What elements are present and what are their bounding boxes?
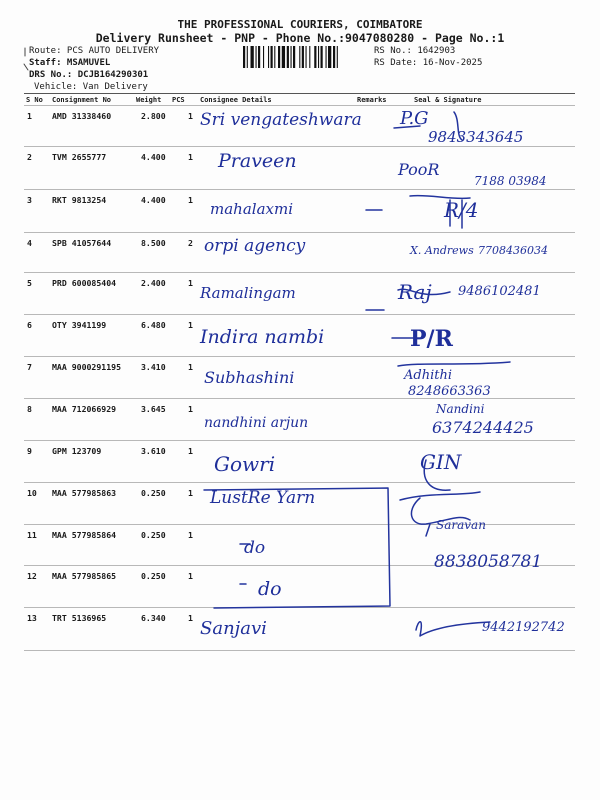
row-sno: 3 (27, 195, 32, 205)
col-header-consignee: Consignee Details (200, 96, 272, 104)
consignee-hw-4: orpi agency (204, 236, 306, 256)
row-weight: 3.410 (141, 362, 166, 372)
row-weight: 4.400 (141, 195, 166, 205)
seal-hw-2: PooR (398, 160, 440, 179)
phone-hw-1: 9843343645 (428, 128, 524, 146)
seal-hw-4: X. Andrews (410, 244, 474, 257)
row-pcs: 1 (188, 446, 193, 456)
row-pcs: 1 (188, 613, 193, 623)
seal-hw-8: Nandini (436, 402, 485, 416)
row-sno: 6 (27, 320, 32, 330)
row-pcs: 1 (188, 530, 193, 540)
seal-hw-11: Saravan (436, 518, 486, 532)
row-weight: 3.645 (141, 404, 166, 414)
consignee-hw-10: LustRe Yarn (210, 488, 316, 508)
row-sno: 7 (27, 362, 32, 372)
rs-number: RS No.: 1642903 (374, 46, 456, 56)
row-sno: 13 (27, 613, 37, 623)
row-consignment: MAA 577985864 (52, 530, 117, 540)
row-pcs: 1 (188, 571, 193, 581)
seal-hw-9: GIN (420, 450, 462, 474)
remarks-dashes (362, 200, 390, 320)
company-title: THE PROFESSIONAL COURIERS, COIMBATORE (177, 18, 423, 31)
phone-hw-4: 7708436034 (478, 244, 548, 257)
row-weight: 6.480 (141, 320, 166, 330)
consignee-hw-13: Sanjavi (200, 618, 267, 639)
row-weight: 6.340 (141, 613, 166, 623)
phone-hw-8: 6374244425 (432, 418, 534, 437)
consignee-hw-11: do (244, 538, 266, 558)
col-header-sno: S No (26, 96, 43, 104)
consignee-hw-6: Indira nambi (200, 326, 325, 348)
row-weight: 3.610 (141, 446, 166, 456)
row-weight: 2.400 (141, 278, 166, 288)
header-rule-top (24, 93, 575, 94)
seal-hw-1: P.G (400, 108, 429, 129)
row-sno: 5 (27, 278, 32, 288)
row-weight: 2.800 (141, 111, 166, 121)
row-consignment: TRT 5136965 (52, 613, 107, 623)
vehicle-label: Vehicle: Van Delivery (34, 82, 148, 92)
row-sno: 9 (27, 446, 32, 456)
bracket-mark (200, 484, 396, 614)
row-sno: 1 (27, 111, 32, 121)
rs-date: RS Date: 16-Nov-2025 (374, 58, 483, 68)
consignee-hw-9: Gowri (214, 452, 276, 476)
barcode-image (243, 46, 369, 68)
phone-hw-7: 8248663363 (408, 384, 491, 399)
phone-hw-2: 7188 03984 (474, 174, 547, 188)
row-pcs: 1 (188, 152, 193, 162)
phone-hw-5: 9486102481 (458, 284, 541, 299)
staff-label: Staff: MSAMUVEL (29, 58, 111, 68)
phone-hw-13: 9442192742 (482, 620, 565, 635)
row-sno: 2 (27, 152, 32, 162)
drs-number: DRS No.: DCJB164290301 (29, 70, 149, 80)
row-weight: 0.250 (141, 488, 166, 498)
row-consignment: GPM 123709 (52, 446, 102, 456)
consignee-hw-12: do (258, 578, 282, 600)
row-sno: 12 (27, 571, 37, 581)
row-pcs: 1 (188, 320, 193, 330)
row-weight: 0.250 (141, 530, 166, 540)
col-header-seal: Seal & Signature (414, 96, 482, 104)
signature-scribbles (390, 100, 580, 660)
row-pcs: 1 (188, 404, 193, 414)
consignee-hw-8: nandhini arjun (204, 415, 309, 431)
col-header-consignment: Consignment No (52, 96, 112, 104)
col-header-weight: Weight (136, 96, 162, 104)
row-pcs: 1 (188, 195, 193, 205)
row-consignment: RKT 9813254 (52, 195, 107, 205)
row-consignment: MAA 9000291195 (52, 362, 122, 372)
row-weight: 0.250 (141, 571, 166, 581)
row-weight: 4.400 (141, 152, 166, 162)
route-label: Route: PCS AUTO DELIVERY (29, 46, 160, 56)
consignee-hw-2: Praveen (218, 150, 297, 172)
margin-mark (22, 46, 30, 76)
runsheet-title: Delivery Runsheet - PNP - Phone No.:9047080280 - Page No.:1 (95, 31, 505, 45)
row-consignment: PRD 600085404 (52, 278, 117, 288)
col-header-pcs: PCS (172, 96, 185, 104)
row-pcs: 2 (188, 238, 193, 248)
row-weight: 8.500 (141, 238, 166, 248)
row-pcs: 1 (188, 278, 193, 288)
row-sno: 10 (27, 488, 37, 498)
seal-hw-6: P/R (410, 326, 453, 352)
row-sno: 4 (27, 238, 32, 248)
row-consignment: OTY 3941199 (52, 320, 107, 330)
seal-hw-5: Raj (398, 280, 432, 304)
row-consignment: AMD 31338460 (52, 111, 112, 121)
row-consignment: MAA 577985863 (52, 488, 117, 498)
row-sno: 11 (27, 530, 37, 540)
seal-hw-7: Adhithi (404, 368, 452, 383)
row-pcs: 1 (188, 111, 193, 121)
row-consignment: MAA 712066929 (52, 404, 117, 414)
consignee-hw-7: Subhashini (204, 368, 295, 387)
row-pcs: 1 (188, 362, 193, 372)
seal-hw-3: R/4 (444, 198, 479, 222)
row-sno: 8 (27, 404, 32, 414)
row-consignment: TVM 2655777 (52, 152, 107, 162)
row-consignment: MAA 577985865 (52, 571, 117, 581)
consignee-hw-1: Sri vengateshwara (200, 110, 362, 130)
row-pcs: 1 (188, 488, 193, 498)
consignee-hw-3: mahalaxmi (210, 200, 293, 218)
consignee-hw-5: Ramalingam (200, 284, 296, 302)
phone-hw-12: 8838058781 (434, 552, 543, 572)
col-header-remarks: Remarks (357, 96, 387, 104)
row-consignment: SPB 41057644 (52, 238, 112, 248)
